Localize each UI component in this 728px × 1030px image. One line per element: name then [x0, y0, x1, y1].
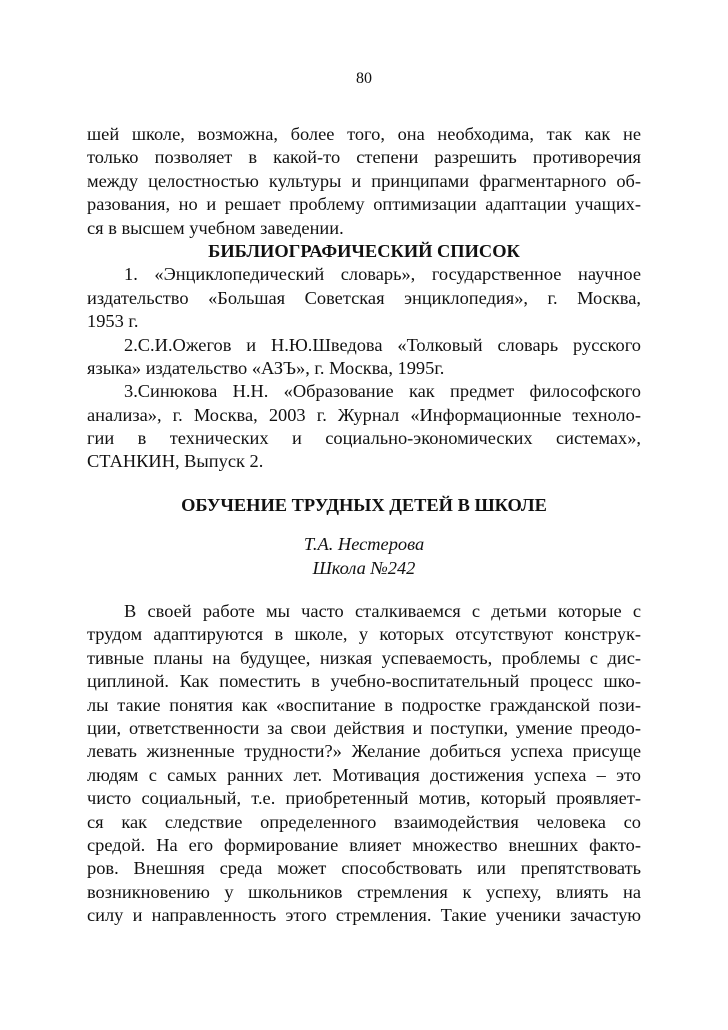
bibliography-heading: БИБЛИОГРАФИЧЕСКИЙ СПИСОК — [208, 240, 520, 261]
text-line: циплиной. Как поместить в учебно-воспитательный процесс шко- — [87, 671, 641, 692]
bibliography-line: языка» издательство «АЗЪ», г. Москва, 1995г. — [87, 357, 445, 378]
article-paragraph — [87, 600, 641, 927]
text-line: ся как следствие определенного взаимодействия человека со — [87, 811, 641, 832]
text-line: ся в высшем учебном заведении. — [87, 217, 344, 238]
intro-paragraph — [87, 123, 641, 240]
article-author: Т.А. Нестерова — [303, 534, 425, 555]
text-line: шей школе, возможна, более того, она необходима, так как не — [87, 124, 641, 144]
text-line: разования, но и решает проблему оптимизации адаптации учащих- — [87, 194, 641, 215]
bibliography-line: 2.С.И.Ожегов и Н.Ю.Шведова «Толковый словарь русского — [124, 334, 641, 355]
bibliography-line: гии в технических и социально-экономических системах», — [87, 428, 641, 449]
text-line: левать жизненные трудности?» Желание добиться успеха присуще — [87, 741, 641, 762]
page-body — [87, 123, 641, 928]
text-line: лы такие понятия как «воспитание в подростке гражданской пози- — [87, 694, 641, 715]
text-line: только позволяет в какой-то степени разрешить противоречия — [87, 147, 641, 168]
bibliography-line: СТАНКИН, Выпуск 2. — [87, 451, 264, 472]
article-affiliation: Школа №242 — [312, 557, 416, 578]
bibliography-line: издательство «Большая Советская энциклопедия», г. Москва, — [87, 287, 641, 308]
text-line: средой. На его формирование влияет множество внешних факто- — [87, 834, 641, 855]
page-number: 80 — [356, 70, 372, 87]
text-line: чисто социальный, т.е. приобретенный мотив, который проявляет- — [87, 788, 641, 809]
text-line: ров. Внешняя среда может способствовать или препятствовать — [87, 858, 641, 879]
bibliography-line: 1953 г. — [87, 311, 139, 332]
text-line: возникновению у школьников стремления к успеху, влиять на — [87, 881, 641, 902]
text-line: ции, ответственности за свои действия и поступки, умение преодо- — [87, 717, 641, 738]
bibliography-line: 1. «Энциклопедический словарь», государственное научное — [124, 264, 641, 285]
bibliography-list — [87, 263, 641, 474]
text-line: силу и направленность этого стремления. Такие ученики зачастую — [87, 905, 641, 926]
text-line: между целостностью культуры и принципами фрагментарного об- — [87, 170, 641, 191]
article-title: ОБУЧЕНИЕ ТРУДНЫХ ДЕТЕЙ В ШКОЛЕ — [181, 494, 547, 515]
text-line: трудом адаптируются в школе, у которых отсутствуют конструк- — [87, 624, 641, 645]
bibliography-line: анализа», г. Москва, 2003 г. Журнал «Информационные техноло- — [87, 404, 641, 425]
text-line: людям с самых ранних лет. Мотивация достижения успеха – это — [87, 764, 641, 785]
bibliography-line: 3.Синюкова Н.Н. «Образование как предмет философского — [124, 381, 641, 402]
text-line: тивные планы на будущее, низкая успеваемость, проблемы с дис- — [87, 647, 641, 668]
text-line: В своей работе мы часто сталкиваемся с детьми которые с — [124, 601, 641, 622]
